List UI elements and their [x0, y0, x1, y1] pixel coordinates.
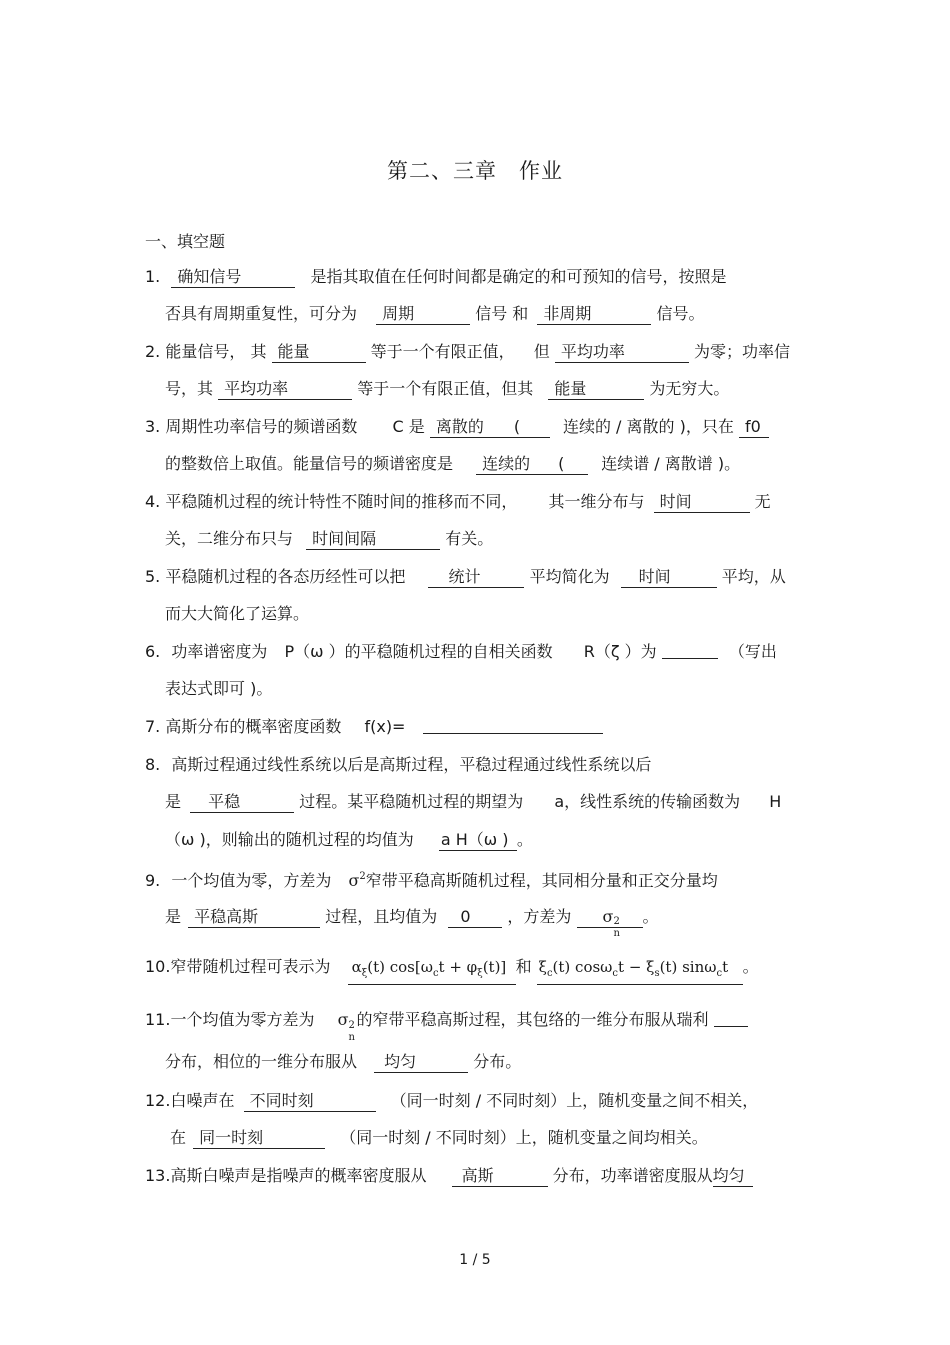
section-heading: 一、填空题 — [145, 232, 226, 251]
answer-blank: 非周期 — [537, 304, 651, 325]
answer-blank: 平稳 — [190, 792, 294, 813]
question-8-line-1: 8. 高斯过程通过线性系统以后是高斯过程，平稳过程通过线性系统以后 — [145, 755, 652, 774]
answer-blank — [662, 642, 718, 659]
answer-blank: 均匀 — [374, 1052, 468, 1073]
question-3-line-1: 3. 周期性功率信号的频谱函数 C 是 离散的 ( 连续的 / 离散的 )，只在 f0 — [145, 416, 769, 438]
question-3-line-2: 的整数倍上取值。能量信号的频谱密度是 连续的 ( 连续谱 / 离散谱 )。 — [165, 454, 741, 473]
question-8-line-2: 是 平稳 过程。某平稳随机过程的期望为 a，线性系统的传输函数为 H — [165, 792, 782, 811]
answer-blank: 均匀 — [713, 1166, 753, 1187]
question-11-line-2: 分布，相位的一维分布服从 均匀 分布。 — [165, 1052, 522, 1071]
answer-blank — [714, 1010, 748, 1027]
answer-blank: 平均功率 — [555, 342, 689, 363]
formula-answer-2: $\xi_c(t) \cos\omega_ct - \xi_s(t)$ sinω$_c$t — [537, 957, 743, 985]
answer-blank: 离散的 ( — [430, 417, 550, 438]
answer-blank: 能量 — [272, 342, 366, 363]
answer-blank: f0 — [739, 417, 769, 438]
answer-blank: 平均功率 — [218, 379, 352, 400]
question-7-line-1: 7. 高斯分布的概率密度函数 f(x)= — [145, 716, 603, 738]
question-5-line-1: 5. 平稳随机过程的各态历经性可以把 统计 平均简化为 时间 平均，从 — [145, 567, 786, 586]
question-6-line-2: 表达式即可 )。 — [165, 679, 273, 698]
answer-blank: 0 — [448, 907, 502, 928]
question-6-line-1: 6. 功率谱密度为 P（ω ）的平稳随机过程的自相关函数 R（ζ ）为 （写出 — [145, 642, 777, 661]
answer-blank: 连续的 ( — [476, 454, 588, 475]
question-2-line-2: 号，其 平均功率 等于一个有限正值，但其 能量 为无穷大。 — [165, 379, 730, 398]
page-number: 1 / 5 — [459, 1252, 491, 1268]
question-12-line-1: 12.白噪声在 不同时刻 （同一时刻 / 不同时刻）上，随机变量之间不相关， — [145, 1091, 759, 1110]
question-1-line-1: 1. 确知信号 是指其取值在任何时间都是确定的和可预知的信号，按照是 — [145, 267, 727, 286]
answer-blank: 能量 — [548, 379, 644, 400]
answer-blank: 不同时刻 — [244, 1091, 376, 1112]
page-title: 第二、三章 作业 — [387, 159, 563, 183]
sigma-symbol: $\sigma^2$ — [348, 871, 366, 890]
question-5-line-2: 而大大简化了运算。 — [165, 604, 310, 623]
question-13-line-1: 13.高斯白噪声是指噪声的概率密度服从 高斯 分布，功率谱密度服从均匀 — [145, 1165, 753, 1187]
formula-answer-1: $\alpha_\xi(t) \cos[\omega_ct + \varphi_\xi(t)]$ — [348, 957, 516, 985]
question-2-line-1: 2. 能量信号， 其 能量 等于一个有限正值， 但 平均功率 为零；功率信 — [145, 342, 790, 361]
answer-blank: 高斯 — [452, 1166, 548, 1187]
question-1-line-2: 否具有周期重复性，可分为 周期 信号 和 非周期 信号。 — [165, 304, 705, 323]
answer-blank: a H（ω ) — [439, 830, 517, 851]
question-10-line-1: 10.窄带随机过程可表示为 $\alpha_\xi(t) \cos[\omega_ct + \varphi_\xi(t)]$ 和 $\xi_c(t) \cos\omega_ct - \xi_s(t)$ sinω$_c$t 。 — [145, 956, 759, 985]
answer-blank: σ 2 n — [577, 907, 643, 928]
question-4-line-2: 关，二维分布只与 时间间隔 有关。 — [165, 529, 494, 548]
answer-blank: 平稳高斯 — [188, 907, 320, 928]
question-9-line-1: 9. 一个均值为零，方差为 $\sigma^2$窄带平稳高斯随机过程，其同相分量和正交分量均 — [145, 871, 718, 890]
question-11-line-1: 11.一个均值为零方差为 σ 2 n 的窄带平稳高斯过程，其包络的一维分布服从瑞利 — [145, 1009, 748, 1031]
answer-blank: 周期 — [376, 304, 470, 325]
answer-blank: 时间 — [654, 492, 750, 513]
sigma-symbol: σ 2 n — [337, 1010, 355, 1043]
question-4-line-1: 4. 平稳随机过程的统计特性不随时间的推移而不同， 其一维分布与 时间 无 — [145, 492, 771, 511]
answer-blank: 同一时刻 — [193, 1128, 325, 1149]
answer-blank: 确知信号 — [171, 267, 295, 288]
question-9-line-2: 是 平稳高斯 过程，且均值为 0 ，方差为 σ 2 n 。 — [165, 907, 659, 939]
answer-blank: 统计 — [428, 567, 524, 588]
question-8-line-3: （ω )，则输出的随机过程的均值为 a H（ω ) 。 — [165, 830, 533, 849]
question-12-line-2: 在 同一时刻 （同一时刻 / 不同时刻）上，随机变量之间均相关。 — [170, 1128, 708, 1147]
answer-blank — [423, 717, 603, 734]
answer-blank: 时间 — [621, 567, 717, 588]
answer-blank: 时间间隔 — [306, 529, 440, 550]
